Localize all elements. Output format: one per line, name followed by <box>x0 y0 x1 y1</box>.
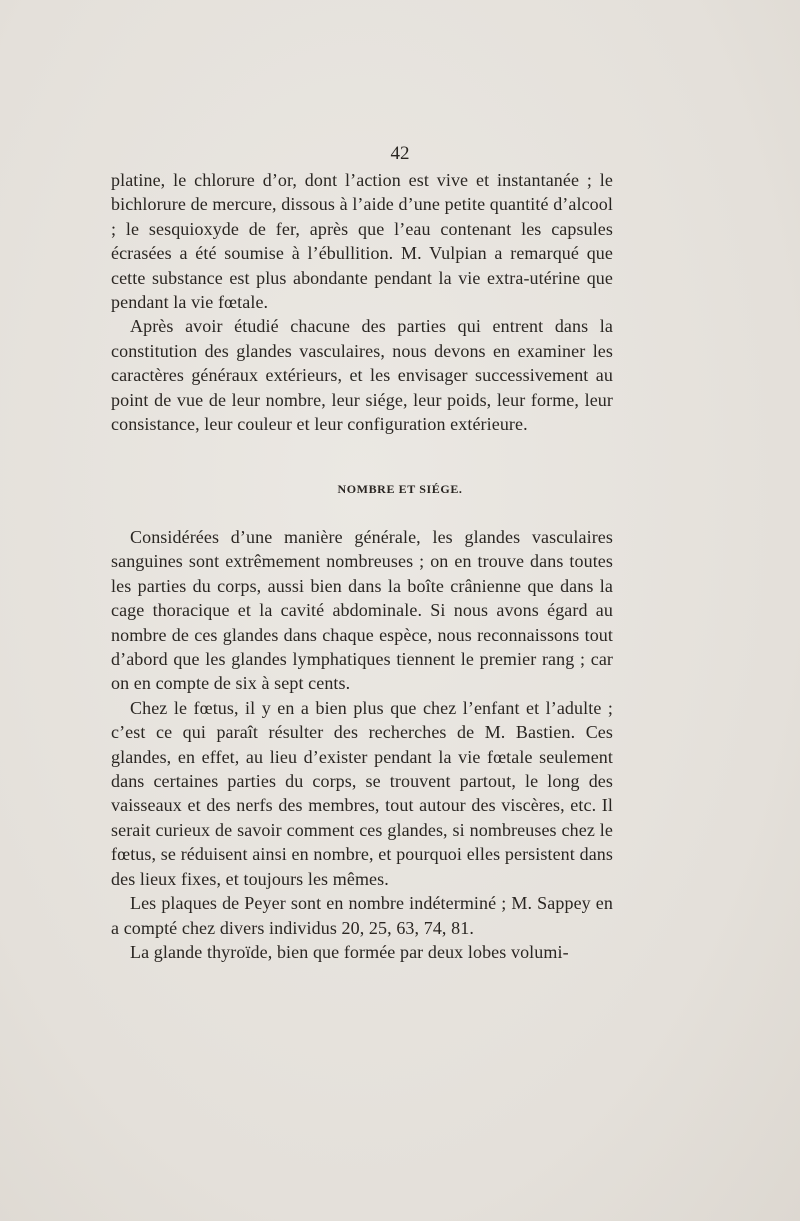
paragraph-general-count: Considérées d’une manière générale, les glandes vasculaires sanguines sont extrêmement nombreuses ; on en trouve dans toutes les parties du corps, aussi bien dans la boîte crânienne que dans la cage thoracique et la cavité abdominale. Si nous avons égard au nombre de ces glandes dans chaque espèce, nous reconnaissons tout d’abord que les glandes lymphatiques tiennent le premier rang ; car on en compte de six à sept cents. <box>111 527 613 694</box>
page-number: 42 <box>390 143 410 164</box>
paragraph-foetus: Chez le fœtus, il y en a bien plus que chez l’enfant et l’adulte ; c’est ce qui paraît résulter des recherches de M. Bastien. Ces glandes, en effet, au lieu d’exister pendant la vie fœtale seulement dans certaines parties du corps, se trouvent partout, le long des vaisseaux et des nerfs des membres, tout autour des viscères, etc. Il serait curieux de savoir comment ces glandes, si nombreuses chez le fœtus, se réduisent ainsi en nombre, et pourquoi elles persistent dans des lieux fixes, et toujours les mêmes. <box>111 697 613 889</box>
text-block-lower <box>111 525 613 964</box>
paragraph-overview: Après avoir étudié chacune des parties qui entrent dans la constitution des glandes vasculaires, nous devons en examiner les caractères généraux extérieurs, et les envisager successivement au point de vue de leur nombre, leur siége, leur poids, leur forme, leur consistance, leur couleur et leur configuration extérieure. <box>111 316 613 435</box>
section-heading: NOMBRE ET SIÉGE. <box>337 482 463 496</box>
text-block-upper <box>111 168 613 436</box>
paragraph-peyer: Les plaques de Peyer sont en nombre indéterminé ; M. Sappey en a compté chez divers individus 20, 25, 63, 74, 81. <box>111 893 613 938</box>
paragraph-continuation: platine, le chlorure d’or, dont l’action est vive et instantanée ; le bichlorure de mercure, dissous à l’aide d’une petite quantité d’alcool ; le sesquioxyde de fer, après que l’eau contenant les capsules écrasées a été soumise à l’ébullition. M. Vulpian a remarqué que cette substance est plus abondante pendant la vie extra-utérine que pendant la vie fœtale. <box>111 170 613 313</box>
paragraph-thyroid: La glande thyroïde, bien que formée par deux lobes volumi- <box>130 941 569 962</box>
